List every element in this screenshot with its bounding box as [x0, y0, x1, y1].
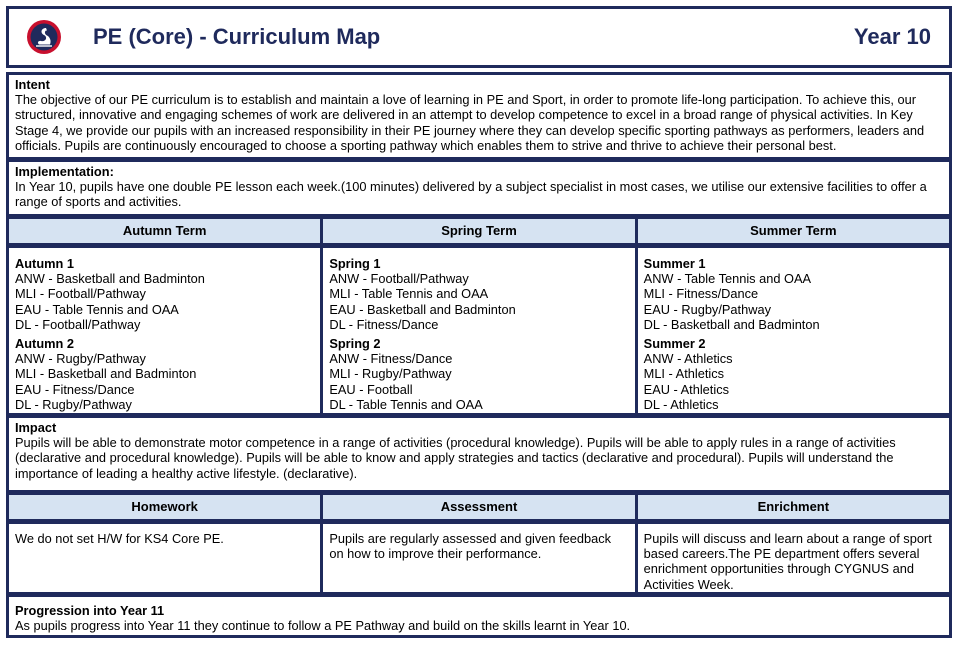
- term-item: MLI - Rugby/Pathway: [329, 366, 452, 382]
- term-item: MLI - Basketball and Badminton: [15, 366, 197, 382]
- homework-header: Homework: [9, 495, 320, 519]
- summer-term-column: [635, 248, 949, 413]
- page-title: PE (Core) - Curriculum Map: [93, 24, 381, 49]
- impact-heading: Impact: [15, 420, 57, 435]
- term-item: ANW - Rugby/Pathway: [15, 351, 146, 367]
- term-block-title: Spring 1: [329, 256, 381, 271]
- term-block: [15, 336, 314, 412]
- term-item: EAU - Rugby/Pathway: [643, 301, 771, 317]
- intent-section: [6, 72, 952, 160]
- assessment-header: Assessment: [320, 495, 634, 519]
- summer-term-header: Summer Term: [635, 219, 949, 243]
- term-item: MLI - Athletics: [643, 366, 725, 382]
- enrichment-text: Pupils will discuss and learn about a range of sport based careers.The PE department offers several enrichment opportunities through CYGNUS and Activities Week.: [635, 524, 949, 592]
- term-item: DL - Athletics: [643, 396, 719, 412]
- autumn-term-header: Autumn Term: [9, 219, 320, 243]
- progression-section: [6, 594, 952, 638]
- term-item: EAU - Football: [329, 381, 413, 397]
- intent-body: The objective of our PE curriculum is to establish and maintain a love of learning in PE and Sport, in order to promote life-long participation. To achieve this, our structured, innovative and engaging schemes of work are delivered in an attempt to develop competence to excel in a broad range of physical activities. In Key Stage 4, we provide our pupils with an increased responsibility in their PE journey where they can develop specific sporting pathways as performers, leaders and officials. Pupils are continuously encouraged to choose a sporting pathway which enables them to strive and thrive to achieve their personal best.: [15, 92, 925, 153]
- header-bar: [6, 6, 952, 68]
- term-block-title: Summer 2: [643, 336, 706, 352]
- term-item: DL - Basketball and Badminton: [643, 316, 820, 332]
- term-item: DL - Football/Pathway: [15, 316, 141, 332]
- term-item: ANW - Table Tennis and OAA: [643, 271, 812, 287]
- assessment-text: Pupils are regularly assessed and given feedback on how to improve their performance.: [320, 524, 634, 592]
- term-item: EAU - Fitness/Dance: [15, 381, 135, 397]
- term-item: MLI - Football/Pathway: [15, 286, 146, 302]
- term-block-title: Summer 1: [643, 256, 706, 271]
- term-item: ANW - Football/Pathway: [329, 271, 469, 287]
- term-content-row: [6, 245, 952, 416]
- term-item: DL - Table Tennis and OAA: [329, 396, 483, 412]
- impact-body: Pupils will be able to demonstrate motor competence in a range of activities (procedural knowledge). Pupils will be able to apply rules in a range of activities (declarative and procedural knowledge). Pupils will be able to know and apply strategies and tactics (declarative and procedural). Pupils will understand the importance of leading a healthy active lifestyle. (declarative).: [15, 435, 896, 481]
- term-item: EAU - Basketball and Badminton: [329, 301, 516, 317]
- progression-body: As pupils progress into Year 11 they continue to follow a PE Pathway and build on the skills learnt in Year 10.: [15, 618, 631, 634]
- term-block-title: Spring 2: [329, 336, 381, 352]
- term-block: [644, 256, 943, 332]
- term-block-title: Autumn 1: [15, 256, 75, 271]
- term-item: ANW - Fitness/Dance: [329, 351, 453, 367]
- term-block: [15, 256, 314, 332]
- swan-crest-icon: [26, 19, 62, 55]
- homework-text: We do not set H/W for KS4 Core PE.: [15, 531, 224, 546]
- intent-heading: Intent: [15, 77, 50, 92]
- term-item: EAU - Table Tennis and OAA: [15, 301, 179, 317]
- spring-term-header: Spring Term: [320, 219, 634, 243]
- term-item: EAU - Athletics: [643, 381, 729, 397]
- term-block: [644, 336, 943, 412]
- term-item: DL - Fitness/Dance: [329, 316, 439, 332]
- term-header-row: [6, 216, 952, 246]
- term-item: ANW - Athletics: [643, 351, 733, 367]
- term-block: [329, 256, 628, 332]
- autumn-term-column: [9, 248, 320, 413]
- term-item: DL - Rugby/Pathway: [15, 396, 132, 412]
- progression-heading: Progression into Year 11: [15, 603, 165, 618]
- implementation-body: In Year 10, pupils have one double PE lesson each week.(100 minutes) delivered by a subject specialist in most cases, we utilise our extensive facilities to offer a range of sports and activities.: [15, 179, 927, 210]
- term-item: MLI - Table Tennis and OAA: [329, 286, 489, 302]
- info-content-row: [6, 521, 952, 595]
- term-block: [329, 336, 628, 412]
- implementation-heading: Implementation:: [15, 164, 114, 179]
- enrichment-header: Enrichment: [635, 495, 949, 519]
- term-item: ANW - Basketball and Badminton: [15, 271, 205, 287]
- spring-term-column: [320, 248, 634, 413]
- term-item: MLI - Fitness/Dance: [643, 286, 759, 302]
- info-header-row: [6, 492, 952, 522]
- year-label: Year 10: [853, 24, 931, 49]
- impact-section: [6, 415, 952, 493]
- implementation-section: [6, 159, 952, 217]
- term-block-title: Autumn 2: [15, 336, 75, 352]
